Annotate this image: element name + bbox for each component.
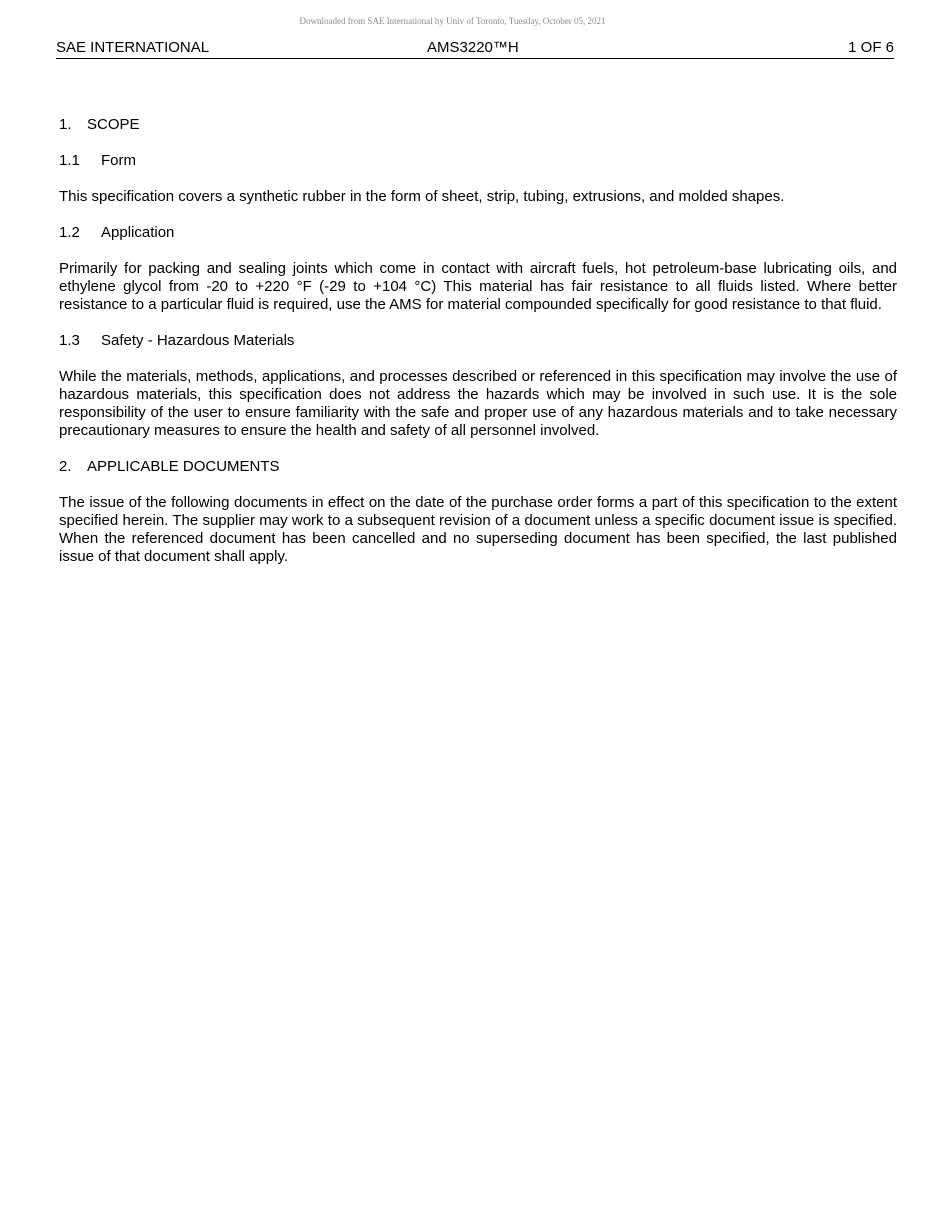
section-paragraph-form: This specification covers a synthetic rubber in the form of sheet, strip, tubing, extrusions, and molded shapes. bbox=[59, 188, 785, 205]
section-heading-form bbox=[59, 152, 897, 170]
section-heading-application bbox=[59, 224, 897, 242]
section-number: 2. bbox=[59, 458, 72, 475]
document-body bbox=[59, 116, 897, 584]
section-paragraph-safety: While the materials, methods, applications, and processes described or referenced in this specification may involve the use of hazardous materials, this specification does not address the hazards which may be involved in such use. It is the sole responsibility of the user to ensure familiarity with the safe and proper use of any hazardous materials and to take necessary precautionary measures to ensure the health and safety of all personnel involved. bbox=[59, 368, 897, 439]
section-number: 1.3 bbox=[59, 332, 80, 349]
section-number: 1.2 bbox=[59, 224, 80, 241]
document-number: AMS3220™H bbox=[427, 39, 519, 56]
page-number: 1 OF 6 bbox=[848, 39, 894, 56]
section-paragraph-applicable-documents: The issue of the following documents in effect on the date of the purchase order forms a part of this specification to the extent specified herein. The supplier may work to a subsequent revision of a document unless a specific document issue is specified. When the referenced document has been cancelled and no superseding document has been specified, the last published issue of that document shall apply. bbox=[59, 494, 897, 565]
page-header bbox=[56, 38, 894, 59]
section-title: Safety - Hazardous Materials bbox=[101, 332, 295, 349]
section-heading-applicable-documents bbox=[59, 458, 897, 476]
publisher-name: SAE INTERNATIONAL bbox=[56, 39, 210, 56]
section-title: Application bbox=[101, 224, 175, 241]
download-watermark: Downloaded from SAE International by Univ of Toronto, Tuesday, October 05, 2021 bbox=[299, 16, 606, 26]
section-title: Form bbox=[101, 152, 136, 169]
section-heading-safety bbox=[59, 332, 897, 350]
section-number: 1. bbox=[59, 116, 72, 133]
section-number: 1.1 bbox=[59, 152, 80, 169]
section-title: SCOPE bbox=[87, 116, 140, 133]
section-paragraph-application: Primarily for packing and sealing joints which come in contact with aircraft fuels, hot petroleum-base lubricating oils, and ethylene glycol from -20 to +220 °F (-29 to +104 °C) This material has fair resistance to all fluids listed. Where better resistance to a particular fluid is required, use the AMS for material compounded specifically for good resistance to that fluid. bbox=[59, 260, 897, 313]
section-heading-scope bbox=[59, 116, 897, 134]
section-title: APPLICABLE DOCUMENTS bbox=[87, 458, 280, 475]
